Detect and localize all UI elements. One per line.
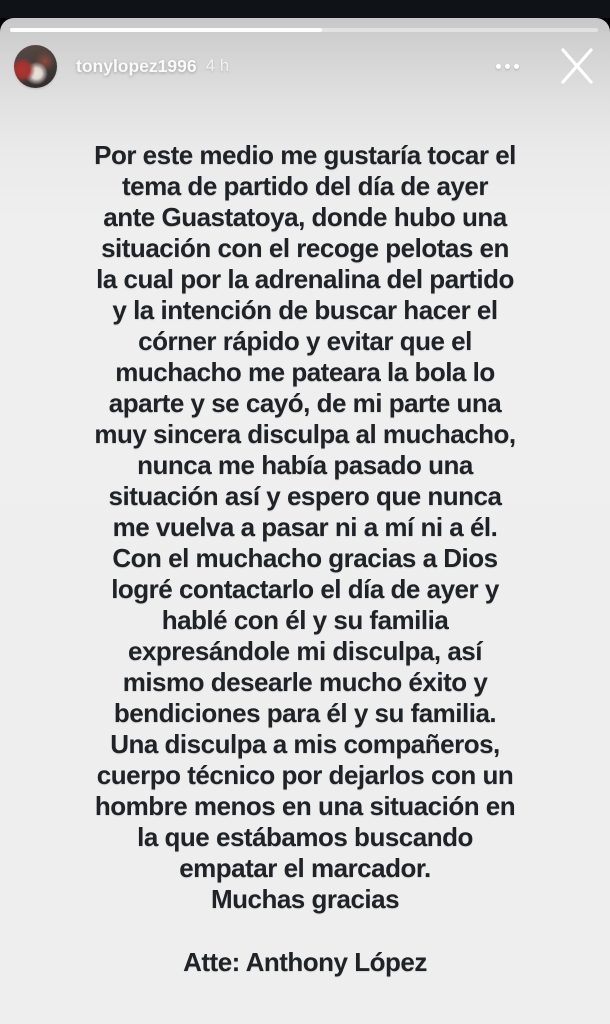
- story-text-line: logré contactarlo el día de ayer y: [111, 574, 499, 604]
- story-progress-fill: [10, 28, 322, 32]
- story-text-line: Muchas gracias: [210, 884, 400, 914]
- story-text-line: córner rápido y evitar que el: [138, 326, 472, 356]
- close-icon[interactable]: [554, 43, 600, 89]
- story-text-line: Por este medio me gustaría tocar el: [94, 140, 516, 170]
- story-text-line: situación con el recoge pelotas en: [101, 233, 509, 263]
- story-text-line: mismo desearle mucho éxito y: [122, 667, 488, 697]
- ellipsis-dot: [514, 64, 519, 69]
- story-text-line: la que estábamos buscando: [137, 822, 473, 852]
- story-text-line: hablé con él y su familia: [161, 605, 449, 635]
- story-text-line: me vuelva a pasar ni a mí ni a él.: [112, 512, 498, 542]
- story-text-line: aparte y se cayó, de mi parte una: [108, 388, 502, 418]
- story-text-line: nunca me había pasado una: [137, 450, 473, 480]
- story-text-line: tema de partido del día de ayer: [122, 171, 488, 201]
- story-progress-bar: [10, 28, 598, 32]
- story-text-line: expresándole mi disculpa, así: [128, 636, 482, 666]
- story-text-line: Con el muchacho gracias a Dios: [112, 543, 498, 573]
- ellipsis-dot: [505, 64, 510, 69]
- story-text-line: muchacho me pateara la bola lo: [115, 357, 495, 387]
- story-text-line: cuerpo técnico por dejarlos con un: [96, 760, 514, 790]
- story-text-line: y la intención de buscar hacer el: [112, 295, 498, 325]
- story-card[interactable]: [0, 18, 610, 1024]
- story-text-line: bendiciones para él y su familia.: [113, 698, 497, 728]
- avatar[interactable]: [14, 45, 57, 88]
- status-bar: [0, 0, 610, 18]
- story-text: [0, 140, 610, 978]
- story-header: [0, 42, 610, 90]
- story-signature: Atte: Anthony López: [183, 947, 427, 977]
- username[interactable]: tonylopez1996: [76, 55, 197, 76]
- ellipsis-dot: [496, 64, 501, 69]
- story-text-line: situación así y espero que nunca: [108, 481, 502, 511]
- story-text-line: la cual por la adrenalina del partido: [96, 264, 514, 294]
- ellipsis-icon[interactable]: [494, 58, 521, 75]
- timestamp: 4 h: [205, 56, 230, 75]
- story-text-line: ante Guastatoya, donde hubo una: [103, 202, 507, 232]
- story-text-line: Una disculpa a mis compañeros,: [110, 729, 500, 759]
- story-text-line: muy sincera disculpa al muchacho,: [94, 419, 516, 449]
- story-text-line: empatar el marcador.: [179, 853, 431, 883]
- story-text-line: hombre menos en una situación en: [94, 791, 516, 821]
